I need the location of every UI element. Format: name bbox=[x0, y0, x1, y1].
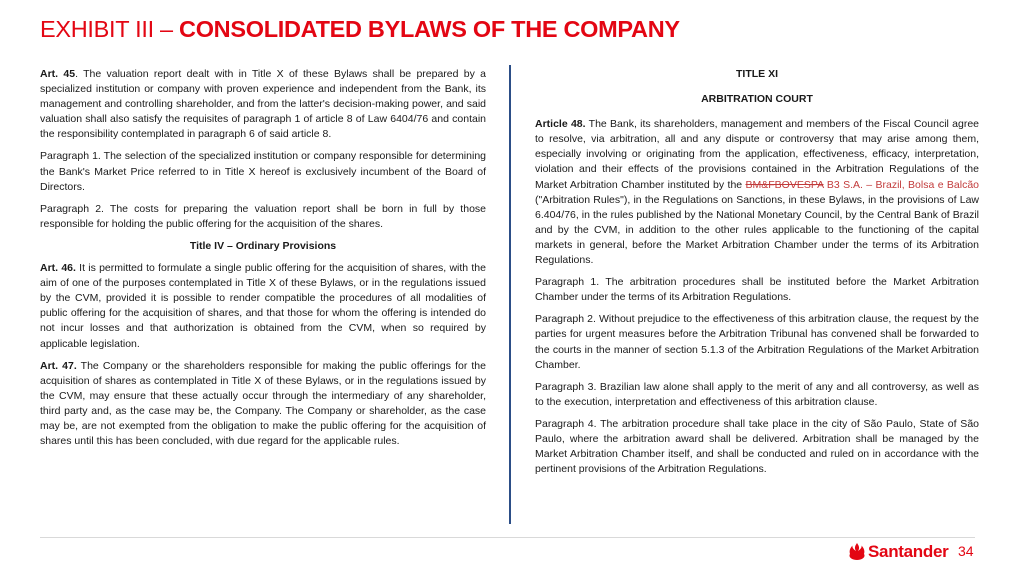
inserted-text: B3 S.A. – Brazil, Bolsa e Balcão bbox=[823, 178, 980, 191]
article-45-label: Art. 45 bbox=[40, 68, 76, 80]
page-title-main: CONSOLIDATED BYLAWS OF THE COMPANY bbox=[179, 16, 680, 42]
article-47-label: Art. 47. bbox=[40, 359, 77, 372]
article-48-paragraph-1: Paragraph 1. The arbitration procedures shall be instituted before the Market Arbitration Chamber under the terms of its Arbitration Regulations. bbox=[535, 276, 979, 304]
article-48-paragraph-2: Paragraph 2. Without prejudice to the effectiveness of this arbitration clause, the request by the parties for urgent measures before the Arbitration Tribunal has convened shall be forwarded to the courts in the manner of section 5.1.3 of the Arbitration Regulations of the Market Arbitration Chamber. bbox=[535, 313, 979, 371]
left-column bbox=[40, 67, 486, 456]
title-xi-heading: TITLE XI bbox=[736, 68, 778, 80]
logo-wordmark: Santander bbox=[868, 542, 949, 561]
struck-text: BM&FBOVESPA bbox=[745, 178, 824, 191]
article-46 bbox=[40, 261, 486, 352]
article-45-paragraph-1: Paragraph 1. The selection of the specialized institution or company responsible for determining the Bank's Market Price referred to in Title X hereof is exclusively incumbent of the Board of Directors. bbox=[40, 150, 486, 193]
article-47 bbox=[40, 359, 486, 450]
article-48-text-a: The Bank, its shareholders, management and members of the Fiscal Council agree to resolve, via arbitration, all and any dispute or controversy that may arise among them, especially involving or originating from the application, effectiveness, efficacy, interpretation, violation and their effects of the provisions contained in the Arbitration Regulations of the Market Arbitration Chamber instituted by the bbox=[535, 118, 979, 191]
right-column bbox=[535, 67, 979, 484]
page-number: 34 bbox=[958, 543, 974, 559]
page-title-prefix: EXHIBIT III – bbox=[40, 16, 180, 42]
santander-flame-icon bbox=[849, 543, 865, 561]
title-iv-heading: Title IV – Ordinary Provisions bbox=[189, 239, 337, 252]
santander-logo bbox=[849, 541, 948, 563]
article-48 bbox=[535, 117, 979, 268]
article-45 bbox=[40, 67, 486, 142]
article-46-label: Art. 46. bbox=[40, 262, 76, 275]
article-48-paragraph-4: Paragraph 4. The arbitration procedure shall take place in the city of São Paulo, State of São Paulo, where the arbitration award shall be delivered. Arbitration shall be managed by the Market Arbitration Chamber itself, and shall be conducted and ruled on in accordance with the pertinent provisions of the Arbitration Regulations. bbox=[535, 417, 979, 476]
article-45-text: . The valuation report dealt with in Title X of these Bylaws shall be prepared by a specialized institution or company with proven experience and independent from the Bank, its management and controlling shareholder, and from the latter's decision-making power, and said valuation shall also satisfy the requisites of paragraph 1 of article 8 of Law 6404/76 and contain the responsibility contemplated in paragraph 6 of said article 8. bbox=[40, 68, 487, 141]
arbitration-court-heading: ARBITRATION COURT bbox=[701, 93, 813, 106]
article-48-text-b: ("Arbitration Rules"), in the Regulations on Sanctions, in these Bylaws, in the provisions of Law 6.404/76, in the rules published by the National Monetary Council, by the Central Bank of Brazil and by the CVM, in addition to the other rules applicable to the functioning of the capital markets in general, before the Market Arbitration Chamber under the terms of its Arbitration Regulations. bbox=[535, 193, 979, 267]
footer-divider bbox=[40, 537, 975, 538]
article-46-text: It is permitted to formulate a single public offering for the acquisition of shares, with the aim of one of the purposes contemplated in Title X of these Bylaws, or in the regulations issued by the CVM, provided it is possible to render compatible the procedures of all modalities of public offering for the acquisition of shares, and that those for whom the offering is intended do not incur losses and that authorization is obtained from the CVM, when so required by applicable legislation. bbox=[40, 262, 486, 350]
column-divider bbox=[509, 65, 511, 524]
article-48-paragraph-3: Paragraph 3. Brazilian law alone shall apply to the merit of any and all controversy, as well as to the execution, interpretation and effectiveness of this arbitration clause. bbox=[535, 380, 979, 408]
article-45-paragraph-2: Paragraph 2. The costs for preparing the valuation report shall be born in full by those responsible for holding the public offering for the acquisition of the shares. bbox=[40, 202, 486, 230]
article-48-label: Article 48. bbox=[535, 118, 586, 131]
page-title bbox=[40, 16, 680, 43]
article-47-text: The Company or the shareholders responsible for making the public offerings for the acquisition of shares as contemplated in Title X of these Bylaws, or in the regulations issued by the CVM, may ensure that these actually occur through the intermediary of any shareholder, third party and, as the case may be, the Company. The Company or shareholder, as the case may be, are not exempted from the obligation to make the public offering for the acquisition of shares until this has been concluded, with due regard for the applicable rules. bbox=[40, 359, 486, 448]
